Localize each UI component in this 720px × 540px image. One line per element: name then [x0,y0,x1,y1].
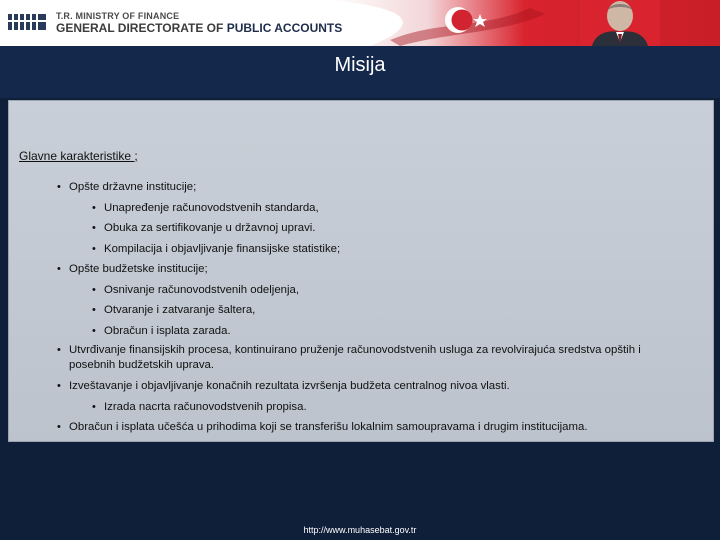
bullet-icon: • [92,304,96,316]
bullet-icon: • [92,222,96,234]
org-name-line1: T.R. MINISTRY OF FINANCE [56,11,180,21]
bullet-icon: • [57,344,61,356]
list-item [9,397,713,418]
bullet-icon: • [57,421,61,433]
list-item [9,417,713,438]
list-item-text: Obuka za sertifikovanje u državnoj upravi. [104,222,316,234]
bullet-icon: • [92,283,96,296]
bullet-icon: • [92,324,96,337]
list-item-text: Utvrđivanje finansijskih procesa, kontinuirano pruženje računovodstvenih usluga za revolvirajuća sredstva opštih i posebnih budžetskih uprava. [69,344,641,371]
list-item-text: Kompilacija i objavljivanje finansijske statistike; [104,242,341,255]
bullet-icon: • [92,400,96,413]
list-item [9,376,713,397]
list-item-text: Osnivanje računovodstvenih odeljenja, [104,283,300,296]
list-item-text: Izveštavanje i objavljivanje konačnih rezultata izvršenja budžeta centralnog nivoa vlasti. [69,380,510,392]
list-item [9,259,713,280]
org-name-line2 [56,21,342,35]
content-panel [8,100,714,442]
list-item-text: Unapređenje računovodstvenih standarda, [104,201,319,214]
list-item-text: Obračun i isplata učešća u prihodima koji se transferišu lokalnim samoupravama i drugim institucijama. [69,421,588,433]
org-name-part1: GENERAL DIRECTORATE OF [56,21,227,35]
page-title: Misija [334,54,386,76]
list-item [9,341,713,376]
bullet-icon: • [92,242,96,255]
bullet-icon: • [57,263,61,275]
bullet-icon: • [57,380,61,392]
list-item [9,321,713,342]
list-item [9,300,713,321]
list-item [9,198,713,219]
list-item-text: Obračun i isplata zarada. [104,324,231,337]
bullet-icon: • [57,181,61,193]
header-banner [0,0,720,46]
footer-url[interactable]: http://www.muhasebat.gov.tr [303,525,417,535]
portrait-icon [580,0,660,46]
list-item [9,239,713,260]
list-item-text: Opšte budžetske institucije; [69,263,208,275]
ministry-logo-icon [6,8,50,36]
list-item-text: Opšte državne institucije; [69,181,197,193]
list-item-text: Otvaranje i zatvaranje šaltera, [104,304,256,316]
bullet-icon: • [92,201,96,214]
panel-heading: Glavne karakteristike ; [19,149,138,163]
list-item [9,280,713,301]
list-item-text: Izrada nacrta računovodstvenih propisa. [104,400,307,413]
org-name-part2: PUBLIC ACCOUNTS [226,21,343,35]
turkish-flag-icon [330,0,720,46]
list-item [9,177,713,198]
bullet-list [9,177,713,438]
list-item [9,218,713,239]
